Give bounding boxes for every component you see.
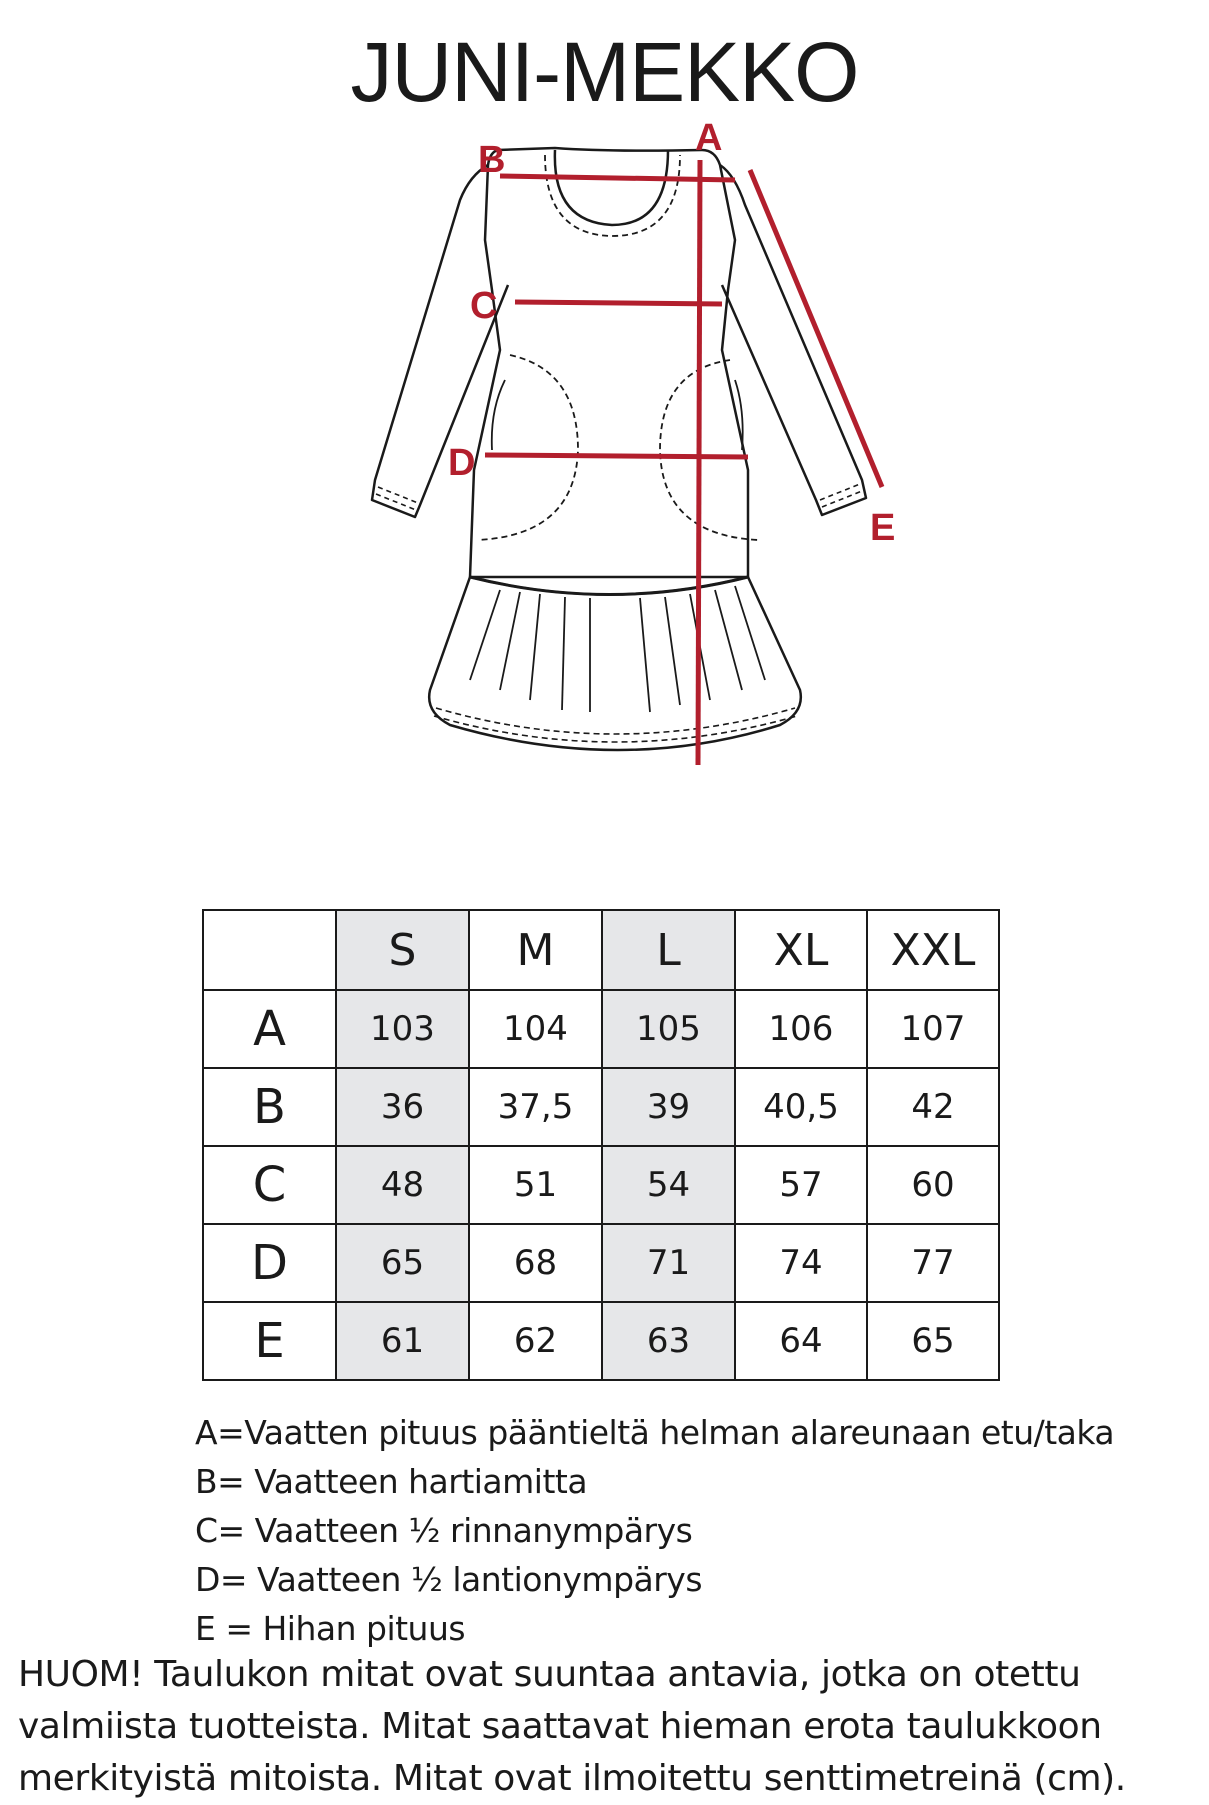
legend-item-c: C= Vaatteen ½ rinnanympärys bbox=[195, 1511, 693, 1550]
table-cell: 65 bbox=[336, 1224, 469, 1302]
dress-diagram bbox=[340, 110, 900, 790]
table-corner-cell bbox=[203, 910, 336, 990]
legend-item-a: A=Vaatten pituus pääntieltä helman alareunaan etu/taka bbox=[195, 1413, 1115, 1452]
note-line: valmiista tuotteista. Mitat saattavat hieman erota taulukkoon bbox=[18, 1706, 1102, 1747]
note-line: merkityistä mitoista. Mitat ovat ilmoitettu senttimetreinä (cm). bbox=[18, 1758, 1126, 1799]
neckline bbox=[555, 150, 668, 225]
label-d: D bbox=[448, 442, 476, 484]
legend-item-b: B= Vaatteen hartiamitta bbox=[195, 1462, 588, 1501]
right-sleeve bbox=[720, 165, 866, 515]
measure-line-c bbox=[515, 302, 722, 304]
table-row bbox=[203, 1302, 999, 1380]
table-cell: 71 bbox=[602, 1224, 735, 1302]
row-label: E bbox=[203, 1302, 336, 1380]
table-cell: 61 bbox=[336, 1302, 469, 1380]
size-table bbox=[202, 909, 1000, 1381]
header-size-xl: XL bbox=[735, 910, 867, 990]
left-sleeve bbox=[372, 165, 508, 517]
table-cell: 103 bbox=[336, 990, 469, 1068]
measure-line-d bbox=[485, 455, 748, 457]
table-row bbox=[203, 1068, 999, 1146]
skirt-pleats bbox=[470, 586, 765, 712]
header-size-s: S bbox=[336, 910, 469, 990]
table-cell: 39 bbox=[602, 1068, 735, 1146]
table-cell: 74 bbox=[735, 1224, 867, 1302]
table-cell: 40,5 bbox=[735, 1068, 867, 1146]
skirt-seam bbox=[470, 577, 748, 595]
table-cell: 65 bbox=[867, 1302, 999, 1380]
skirt-outline bbox=[429, 577, 801, 750]
table-cell: 107 bbox=[867, 990, 999, 1068]
measure-line-a bbox=[698, 160, 700, 765]
header-size-l: L bbox=[602, 910, 735, 990]
table-cell: 57 bbox=[735, 1146, 867, 1224]
left-pocket-edge bbox=[492, 380, 505, 450]
row-label: D bbox=[203, 1224, 336, 1302]
table-cell: 77 bbox=[867, 1224, 999, 1302]
table-cell: 60 bbox=[867, 1146, 999, 1224]
header-size-m: M bbox=[469, 910, 602, 990]
table-cell: 104 bbox=[469, 990, 602, 1068]
table-cell: 63 bbox=[602, 1302, 735, 1380]
measurement-legend bbox=[195, 1408, 1195, 1653]
table-cell: 37,5 bbox=[469, 1068, 602, 1146]
label-a: A bbox=[695, 117, 723, 159]
hem-stitch bbox=[434, 708, 797, 742]
table-cell: 64 bbox=[735, 1302, 867, 1380]
table-row bbox=[203, 1224, 999, 1302]
left-cuff-stitch bbox=[376, 487, 418, 510]
table-cell: 51 bbox=[469, 1146, 602, 1224]
row-label: A bbox=[203, 990, 336, 1068]
disclaimer-note bbox=[18, 1649, 1203, 1805]
table-cell: 105 bbox=[602, 990, 735, 1068]
header-size-xxl: XXL bbox=[867, 910, 999, 990]
row-label: C bbox=[203, 1146, 336, 1224]
measure-line-e bbox=[750, 170, 882, 487]
note-line: HUOM! Taulukon mitat ovat suuntaa antavia, jotka on otettu bbox=[18, 1654, 1081, 1695]
table-row bbox=[203, 1146, 999, 1224]
label-e: E bbox=[870, 507, 896, 549]
label-b: B bbox=[478, 139, 506, 181]
page-title: JUNI-MEKKO bbox=[350, 25, 859, 119]
right-cuff-stitch bbox=[820, 484, 862, 507]
dress-bodice-outline bbox=[496, 146, 705, 230]
table-cell: 48 bbox=[336, 1146, 469, 1224]
table-cell: 42 bbox=[867, 1068, 999, 1146]
table-cell: 36 bbox=[336, 1068, 469, 1146]
table-cell: 54 bbox=[602, 1146, 735, 1224]
label-c: C bbox=[470, 285, 498, 327]
legend-item-d: D= Vaatteen ½ lantionympärys bbox=[195, 1560, 703, 1599]
table-header-row bbox=[203, 910, 999, 990]
table-cell: 106 bbox=[735, 990, 867, 1068]
legend-item-e: E = Hihan pituus bbox=[195, 1609, 466, 1648]
table-cell: 62 bbox=[469, 1302, 602, 1380]
row-label: B bbox=[203, 1068, 336, 1146]
table-row bbox=[203, 990, 999, 1068]
dress-outline bbox=[470, 148, 748, 577]
measure-lines bbox=[485, 160, 882, 765]
table-cell: 68 bbox=[469, 1224, 602, 1302]
